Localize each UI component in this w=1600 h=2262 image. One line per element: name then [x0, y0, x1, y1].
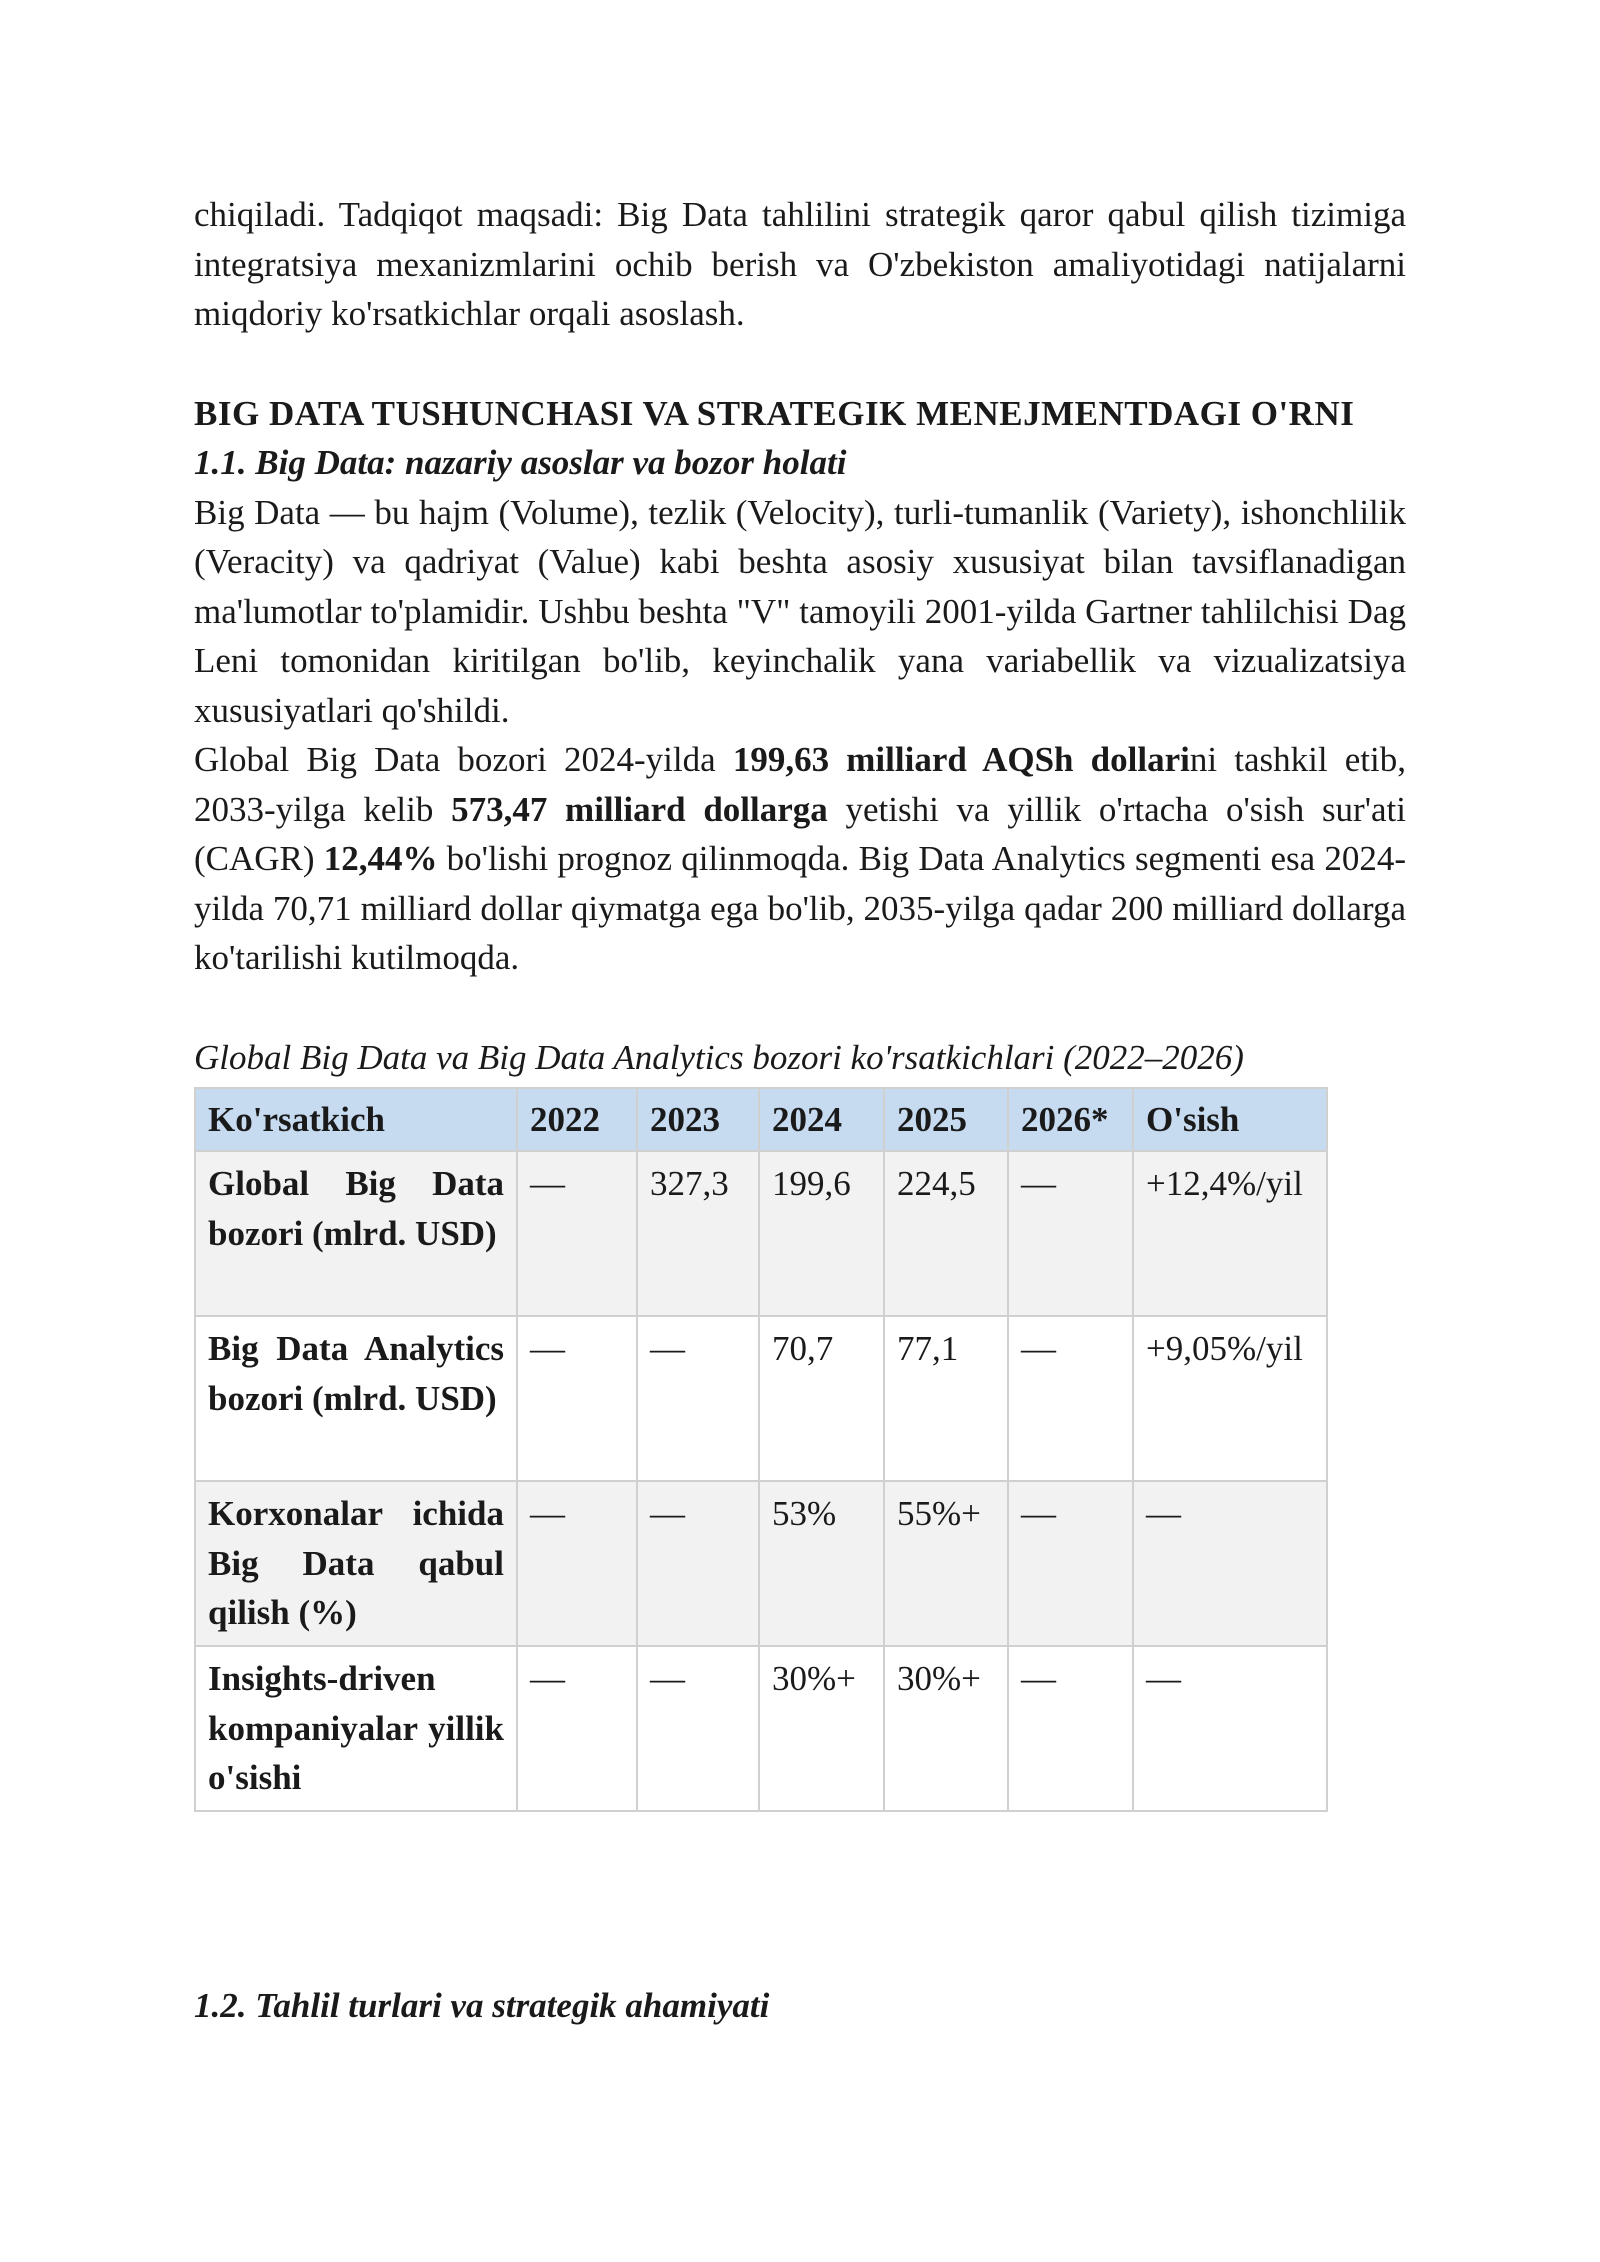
- table-row: [195, 1151, 1327, 1316]
- table-cell: 30%+: [759, 1646, 884, 1811]
- table-cell: —: [1133, 1481, 1327, 1646]
- table-cell: —: [1008, 1646, 1133, 1811]
- text-run: yetishi va yillik o'rtacha o'sish sur'ati (CAGR): [194, 789, 1407, 878]
- table-cell: —: [517, 1646, 637, 1811]
- table-cell: +12,4%/yil: [1133, 1151, 1327, 1316]
- subsection-heading-1-1: 1.1. Big Data: nazariy asoslar va bozor holati: [194, 443, 847, 482]
- market-indicators-table: [194, 1087, 1328, 1813]
- row-label-cell: Korxonalar ichida Big Data qabul qilish (%): [195, 1481, 517, 1646]
- paragraph-market-size: [194, 735, 1406, 983]
- paragraph-big-data-definition: Big Data — bu hajm (Volume), tezlik (Velocity), turli-tumanlik (Variety), ishonchlilik (Veracity) va qadriyat (Value) kabi beshta asosiy xususiyat bilan tavsiflanadigan ma'lumotlar to'plamidir. Ushbu beshta "V" tamoyili 2001-yilda Gartner tahlilchisi Dag Leni tomonidan kiritilgan bo'lib, keyinchalik yana variabellik va vizualizatsiya xususiyatlari qo'shildi.: [194, 492, 1406, 730]
- table-cell: 30%+: [884, 1646, 1008, 1811]
- table-row: [195, 1481, 1327, 1646]
- bold-run: 12,44%: [323, 839, 438, 878]
- table-cell: —: [1133, 1646, 1327, 1811]
- table-cell: 199,6: [759, 1151, 884, 1316]
- header-cell: 2024: [759, 1088, 884, 1152]
- table-cell: 77,1: [884, 1316, 1008, 1481]
- intro-paragraph: chiqiladi. Tadqiqot maqsadi: Big Data tahlilini strategik qaror qabul qilish tizimiga integratsiya mexanizmlarini ochib berish va O'zbekiston amaliyotidagi natijalarni miqdoriy ko'rsatkichlar orqali asoslash.: [194, 195, 1406, 333]
- text-run: ni tashkil etib, 2033-yilga kelib: [194, 740, 1406, 829]
- header-cell: 2025: [884, 1088, 1008, 1152]
- header-cell: 2026*: [1008, 1088, 1133, 1152]
- row-label-cell: Insights-driven kompaniyalar yillik o'sishi: [195, 1646, 517, 1811]
- header-cell: 2023: [637, 1088, 759, 1152]
- table-cell: 327,3: [637, 1151, 759, 1316]
- table-cell: —: [637, 1481, 759, 1646]
- row-label-cell: Big Data Analytics bozori (mlrd. USD): [195, 1316, 517, 1481]
- text-run: Global Big Data bozori 2024-yilda: [194, 740, 733, 779]
- page-content: [194, 190, 1406, 1812]
- header-cell: O'sish: [1133, 1088, 1327, 1152]
- table-cell: +9,05%/yil: [1133, 1316, 1327, 1481]
- table-cell: —: [1008, 1316, 1133, 1481]
- header-cell: 2022: [517, 1088, 637, 1152]
- table-cell: —: [517, 1481, 637, 1646]
- table-caption: Global Big Data va Big Data Analytics bozori ko'rsatkichlari (2022–2026): [194, 1037, 1244, 1077]
- table-cell: —: [1008, 1151, 1133, 1316]
- table-cell: —: [1008, 1481, 1133, 1646]
- text-run: bo'lishi prognoz qilinmoqda. Big Data Analytics segmenti esa 2024-yilda 70,71 milliard dollar qiymatga ega bo'lib, 2035-yilga qadar 200 milliard dollarga ko'tarilishi kutilmoqda.: [194, 839, 1406, 977]
- section-heading: BIG DATA TUSHUNCHASI VA STRATEGIK MENEJMENTDAGI O'RNI: [194, 393, 1355, 433]
- table-cell: —: [517, 1151, 637, 1316]
- subsection-heading-1-2: 1.2. Tahlil turlari va strategik ahamiyati: [194, 1986, 770, 2025]
- header-cell: Ko'rsatkich: [195, 1088, 517, 1152]
- table-cell: —: [637, 1646, 759, 1811]
- table-cell: 55%+: [884, 1481, 1008, 1646]
- table-cell: —: [517, 1316, 637, 1481]
- table-cell: 70,7: [759, 1316, 884, 1481]
- bold-run: 573,47 milliard dollarga: [451, 789, 828, 829]
- table-cell: 224,5: [884, 1151, 1008, 1316]
- table-header-row: [195, 1088, 1327, 1152]
- table-cell: 53%: [759, 1481, 884, 1646]
- table-row: [195, 1646, 1327, 1811]
- table-cell: —: [637, 1316, 759, 1481]
- bold-run: 199,63 milliard AQSh dollari: [732, 740, 1190, 779]
- table-row: [195, 1316, 1327, 1481]
- row-label-cell: Global Big Data bozori (mlrd. USD): [195, 1151, 517, 1316]
